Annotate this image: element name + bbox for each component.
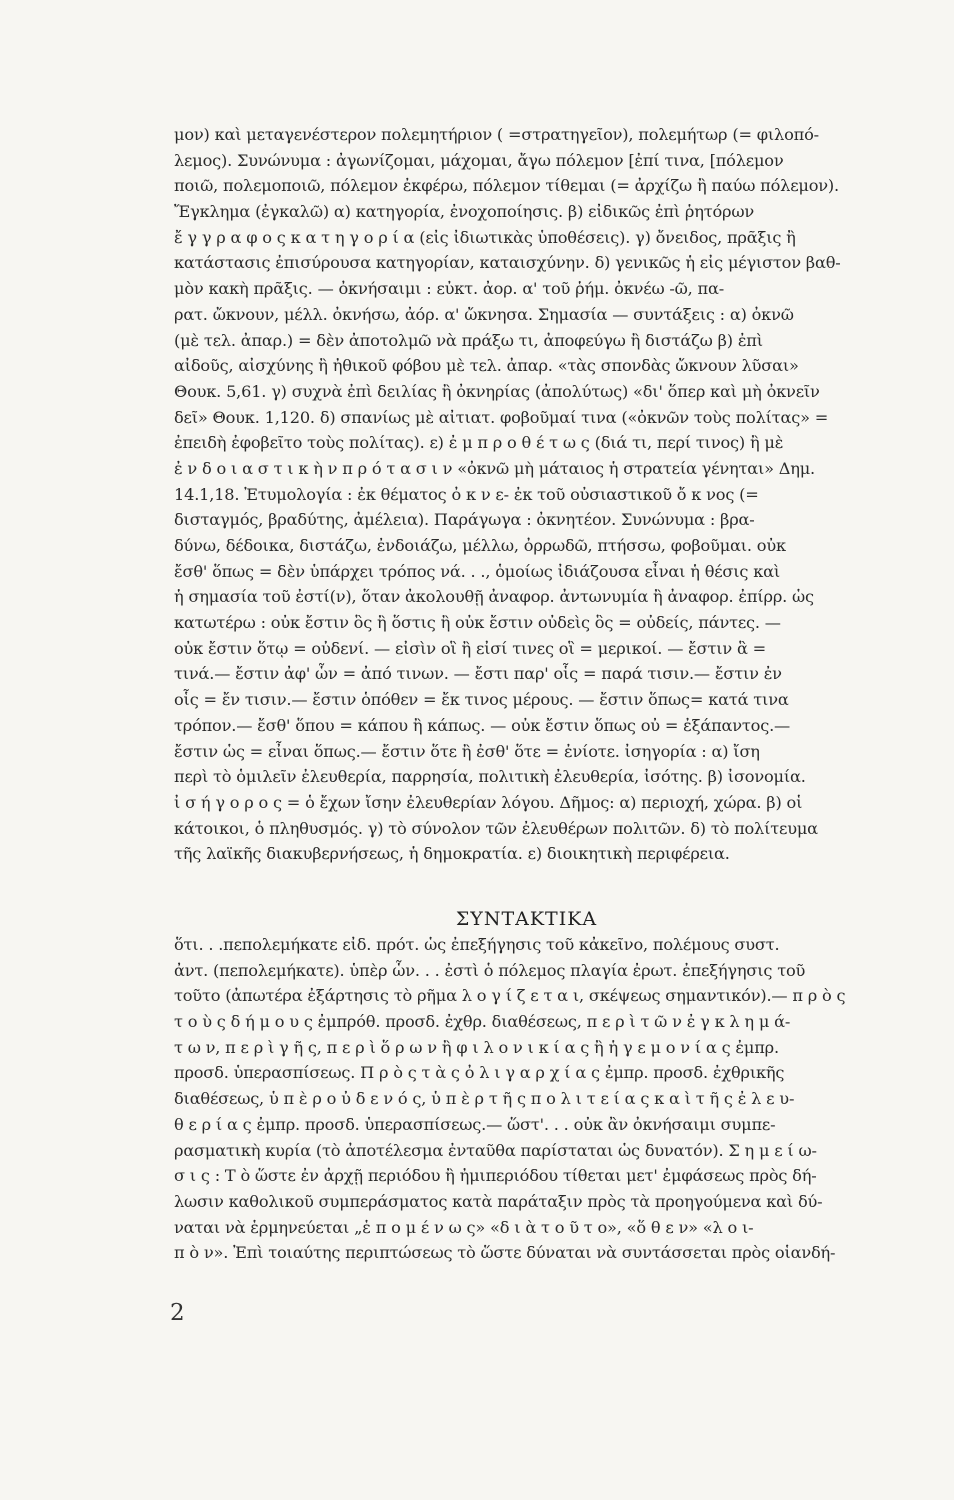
text-line: μὸν κακὴ πρᾶξις. — ὀκνήσαιμι : εὐκτ. ἀορ. α' τοῦ ῥήμ. ὀκνέω -ῶ, πα- <box>174 279 724 299</box>
text-line: προσδ. ὑπερασπίσεως. Π ρ ὸ ς τ ὰ ς ὀ λ ι γ α ρ χ ί α ς ἐμπρ. προσδ. ἐχθρικῆς <box>174 1063 785 1083</box>
text-line: λωσιν καθολικοῦ συμπεράσματος κατὰ παράταξιν πρὸς τὰ προηγούμενα καὶ δύ- <box>174 1191 823 1211</box>
text-line: κάτοικοι, ὁ πληθυσμός. γ) τὸ σύνολον τῶν ἐλευθέρων πολιτῶν. δ) τὸ πολίτευμα <box>174 818 818 838</box>
text-line: Ἔγκλημα (ἐγκαλῶ) α) κατηγορία, ἐνοχοποίησις. β) εἰδικῶς ἐπὶ ῥητόρων <box>174 202 754 222</box>
text-line: κατάστασις ἐπισύρουσα κατηγορίαν, καταισχύνην. δ) γενικῶς ἡ εἰς μέγιστον βαθ- <box>174 253 841 273</box>
text-line: ἡ σημασία τοῦ ἐστί(ν), ὅταν ἀκολουθῇ ἀναφορ. ἀντωνυμία ἢ ἀναφορ. ἐπίρρ. ὡς <box>174 587 814 607</box>
text-line: (μὲ τελ. ἀπαρ.) = δὲν ἀποτολμῶ νὰ πράξω τι, ἀποφεύγω ἢ διστάζω β) ἐπὶ <box>174 330 763 350</box>
text-line: δισταγμός, βραδύτης, ἀμέλεια). Παράγωγα : ὀκνητέον. Συνώνυμα : βρα- <box>174 510 755 530</box>
text-line: διαθέσεως, ὑ π ὲ ρ ο ὐ δ ε ν ό ς, ὑ π ὲ ρ τ ῆ ς π ο λ ι τ ε ί α ς κ α ὶ τ ῆ ς ἐ λ ε υ- <box>174 1089 795 1109</box>
text-line: τῆς λαϊκῆς διακυβερνήσεως, ἡ δημοκρατία. ε) διοικητικὴ περιφέρεια. <box>174 844 730 864</box>
text-line: ὅτι. . .πεπολεμήκατε εἰδ. πρότ. ὡς ἐπεξήγησις τοῦ κἀκεῖνο, πολέμους συστ. <box>174 935 780 954</box>
text-line: ἐ ν δ ο ι α σ τ ι κ ὴ ν π ρ ό τ α σ ι ν «ὀκνῶ μὴ μάταιος ἡ στρατεία γένηται» Δημ. <box>174 458 815 478</box>
text-line: ἰ σ ή γ ο ρ ο ς = ὁ ἔχων ἴσην ἐλευθερίαν λόγου. Δῆμος: α) περιοχή, χώρα. β) οἱ <box>174 792 803 812</box>
text-line: ρατ. ὤκνουν, μέλλ. ὀκνήσω, ἀόρ. α' ὤκνησα. Σημασία — συντάξεις : α) ὀκνῶ <box>174 304 794 324</box>
text-line: ἀντ. (πεπολεμήκατε). ὑπὲρ ὧν. . . ἐστὶ ὁ πόλεμος πλαγία ἐρωτ. ἐπεξήγησις τοῦ <box>174 960 806 980</box>
text-line: μον) καὶ μεταγενέστερον πολεμητήριον ( =στρατηγεῖον), πολεμήτωρ (= φιλοπό- <box>174 125 819 144</box>
text-line: π ὸ ν». Ἐπὶ τοιαύτης περιπτώσεως τὸ ὥστε δύναται νὰ συντάσσεται πρὸς οἱανδή- <box>174 1243 836 1263</box>
text-line: Θουκ. 5,61. γ) συχνὰ ἐπὶ δειλίας ἢ ὀκνηρίας (ἀπολύτως) «δι' ὅπερ καὶ μὴ ὀκνεῖν <box>174 381 820 401</box>
section-heading: ΣΥΝΤΑΚΤΙΚΑ <box>455 908 598 930</box>
text-line: 14.1,18. Ἐτυμολογία : ἐκ θέματος ὀ κ ν ε- ἐκ τοῦ οὐσιαστικοῦ ὄ κ νος (= <box>174 484 759 504</box>
text-line: ναται νὰ ἑρμηνεύεται „ἑ π ο μ έ ν ω ς» «δ ι ὰ τ ο ῦ τ ο», «ὅ θ ε ν» «λ ο ι- <box>174 1217 754 1237</box>
text-line: τινά.— ἔστιν ἀφ' ὧν = ἀπό τινων. — ἔστι παρ' οἷς = παρά τισιν.— ἔστιν ἐν <box>174 664 782 684</box>
text-line: δεῖ» Θουκ. 1,120. δ) σπανίως μὲ αἰτιατ. φοβοῦμαί τινα («ὀκνῶν τοὺς πολίτας» = <box>174 407 829 427</box>
text-line: οἷς = ἔν τισιν.— ἔστιν ὁπόθεν = ἔκ τινος μέρους. — ἔστιν ὅπως= κατά τινα <box>174 690 789 710</box>
text-line: λεμος). Συνώνυμα : ἀγωνίζομαι, μάχομαι, ἄγω πόλεμον [ἐπί τινα, [πόλεμον <box>174 150 784 170</box>
text-line: ἐπειδὴ ἐφοβεῖτο τοὺς πολίτας). ε) ἐ μ π ρ ο θ έ τ ω ς (διά τι, περί τινος) ἢ μὲ <box>174 433 784 453</box>
text-line: ἔσθ' ὅπως = δὲν ὑπάρχει τρόπος νά. . ., ὁμοίως ἰδιάζουσα εἶναι ἡ θέσις καὶ <box>174 561 781 581</box>
text-line: τρόπον.— ἔσθ' ὅπου = κάπου ἢ κάπως. — οὐκ ἔστιν ὅπως οὐ = ἐξάπαντος.— <box>174 715 791 735</box>
syntaktika-section <box>174 932 879 1266</box>
text-line: τοῦτο (ἀπωτέρα ἐξάρτησις τὸ ρῆμα λ ο γ ί ζ ε τ α ι, σκέψεως σημαντικόν).— π ρ ὸ ς <box>174 986 846 1006</box>
text-line: σ ι ς : Τ ὸ ὥστε ἐν ἀρχῇ περιόδου ἢ ἠμιπεριόδου τίθεται μετ' ἐμφάσεως πρὸς δή- <box>174 1166 817 1186</box>
text-line: κατωτέρω : οὐκ ἔστιν ὃς ἢ ὅστις ἢ οὐκ ἔστιν οὐδεὶς ὃς = οὐδείς, πάντες. — <box>174 613 781 633</box>
page-number: 2 <box>170 1300 185 1326</box>
text-line: οὐκ ἔστιν ὅτῳ = οὐδενί. — εἰσὶν οἳ ἢ εἰσί τινες οἳ = μερικοί. — ἔστιν ἃ = <box>174 638 766 658</box>
text-line: τ ω ν, π ε ρ ὶ γ ῆ ς, π ε ρ ὶ ὅ ρ ω ν ἢ φ ι λ ο ν ι κ ί α ς ἢ ἡ γ ε μ ο ν ί α ς ἐμπρ. <box>174 1037 779 1057</box>
text-line: δύνω, δέδοικα, διστάζω, ἐνδοιάζω, μέλλω, ὀρρωδῶ, πτήσσω, φοβοῦμαι. οὐκ <box>174 536 786 555</box>
text-line: θ ε ρ ί α ς ἐμπρ. προσδ. ὑπερασπίσεως.— ὥστ'. . . οὐκ ἂν ὀκνήσαιμι συμπε- <box>174 1114 776 1134</box>
text-line: ποιῶ, πολεμοποιῶ, πόλεμον ἐκφέρω, πόλεμον τίθεμαι (= ἀρχίζω ἢ παύω πόλεμον). <box>174 176 839 196</box>
text-line: τ ο ὺ ς δ ή μ ο υ ς ἐμπρόθ. προσδ. ἐχθρ. διαθέσεως, π ε ρ ὶ τ ῶ ν ἐ γ κ λ η μ ά- <box>174 1012 791 1032</box>
text-line: περὶ τὸ ὁμιλεῖν ἐλευθερία, παρρησία, πολιτικὴ ἐλευθερία, ἰσότης. β) ἰσονομία. <box>174 767 806 787</box>
text-line: ἔ γ γ ρ α φ ο ς κ α τ η γ ο ρ ί α (εἰς ἰδιωτικὰς ὑποθέσεις). γ) ὄνειδος, πρᾶξις ἢ <box>174 227 796 247</box>
text-line: αἰδοῦς, αἰσχύνης ἢ ἠθικοῦ φόβου μὲ τελ. ἀπαρ. «τὰς σπονδὰς ὤκνουν λῦσαι» <box>174 356 799 376</box>
text-line: ἔστιν ὡς = εἶναι ὅπως.— ἔστιν ὅτε ἢ ἐσθ' ὅτε = ἐνίοτε. ἰσηγορία : α) ἴση <box>174 741 760 761</box>
lexicon-section <box>174 122 879 867</box>
text-line: ρασματικὴ κυρία (τὸ ἀποτέλεσμα ἐνταῦθα παρίσταται ὡς δυνατόν). Σ η μ ε ί ω- <box>174 1140 817 1160</box>
